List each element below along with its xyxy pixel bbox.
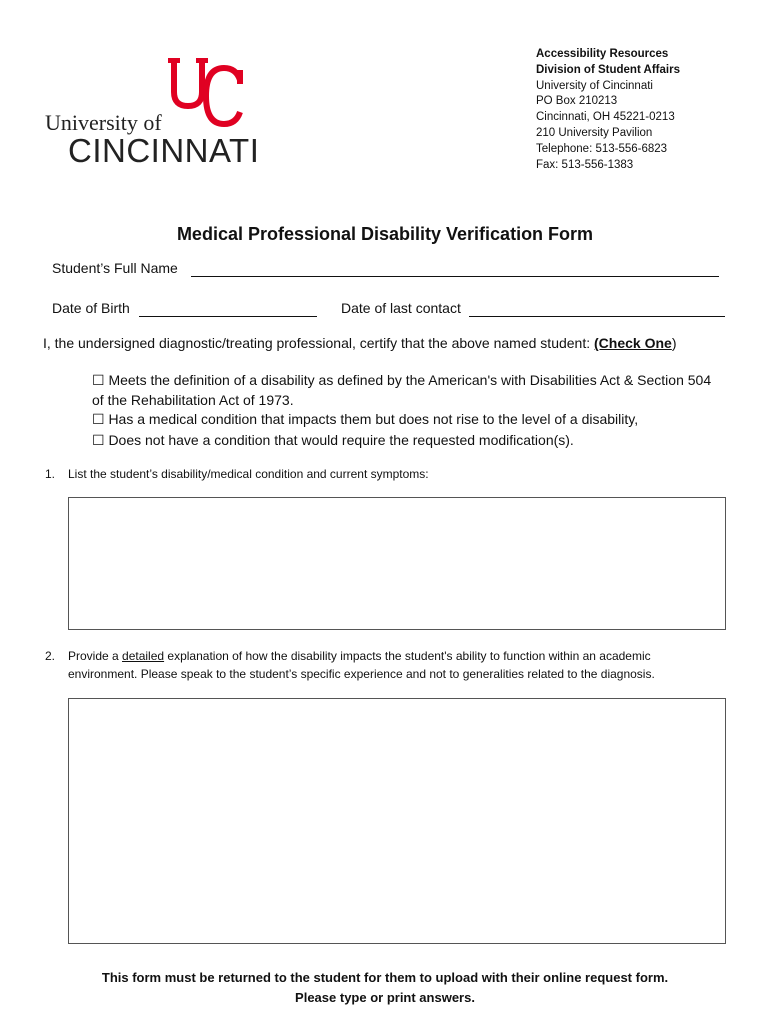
certify-close-paren: ) xyxy=(671,335,677,351)
address-line-dept: Accessibility Resources xyxy=(536,48,669,60)
address-line-division: Division of Student Affairs xyxy=(536,63,680,76)
question-1-text: List the student’s disability/medical condition and current symptoms: xyxy=(68,467,429,481)
question-2-post: explanation of how the disability impacts the student's ability to function within an academic xyxy=(164,649,651,663)
certify-statement xyxy=(43,335,677,351)
question-2-line-2: environment. Please speak to the student’s specific experience and not to generalities related to the diagnosis. xyxy=(68,667,655,681)
address-line-pobox: PO Box 210213 xyxy=(536,95,618,108)
logo-university-of: University of xyxy=(45,110,162,135)
footer-line-2: Please type or print answers. xyxy=(295,990,475,1005)
dob-field[interactable] xyxy=(139,316,317,317)
question-2-number: 2. xyxy=(45,649,56,663)
student-name-label: Student’s Full Name xyxy=(52,260,178,276)
uc-logo-mark-icon xyxy=(166,58,244,130)
option-meets-disability[interactable]: ☐ Meets the definition of a disability as defined by the American's with Disabilities Act & Section 504 xyxy=(92,372,712,388)
address-line-building: 210 University Pavilion xyxy=(536,126,653,139)
question-2-pre: Provide a xyxy=(68,649,123,663)
address-line-city: Cincinnati, OH 45221-0213 xyxy=(536,111,675,124)
question-2-detailed: detailed xyxy=(122,649,165,663)
question-2 xyxy=(45,647,745,687)
address-block xyxy=(536,47,680,173)
footer-line-1: This form must be returned to the student for them to upload with their online request form. xyxy=(101,970,669,985)
address-line-telephone: Telephone: 513-556-6823 xyxy=(536,142,668,155)
option-meets-disability-cont: of the Rehabilitation Act of 1973. xyxy=(92,392,294,408)
check-one-label: (Check One xyxy=(594,335,672,351)
question-1-number: 1. xyxy=(45,467,56,481)
question-2-line-1 xyxy=(68,647,651,665)
question-1-answer-box[interactable] xyxy=(68,497,726,630)
dob-label: Date of Birth xyxy=(52,300,130,316)
address-line-fax: Fax: 513-556-1383 xyxy=(536,158,634,171)
student-name-field[interactable] xyxy=(191,276,719,277)
address-line-university: University of Cincinnati xyxy=(536,79,653,92)
certify-text: I, the undersigned diagnostic/treating professional, certify that the above named student: xyxy=(43,335,595,351)
logo-cincinnati: CINCINNATI xyxy=(68,132,260,169)
last-contact-field[interactable] xyxy=(469,316,725,317)
question-2-answer-box[interactable] xyxy=(68,698,726,944)
option-no-condition[interactable]: ☐ Does not have a condition that would require the requested modification(s). xyxy=(92,432,574,448)
form-title: Medical Professional Disability Verification Form xyxy=(176,224,594,244)
option-medical-condition[interactable]: ☐ Has a medical condition that impacts them but does not rise to the level of a disability, xyxy=(92,411,639,427)
last-contact-label: Date of last contact xyxy=(341,300,461,316)
